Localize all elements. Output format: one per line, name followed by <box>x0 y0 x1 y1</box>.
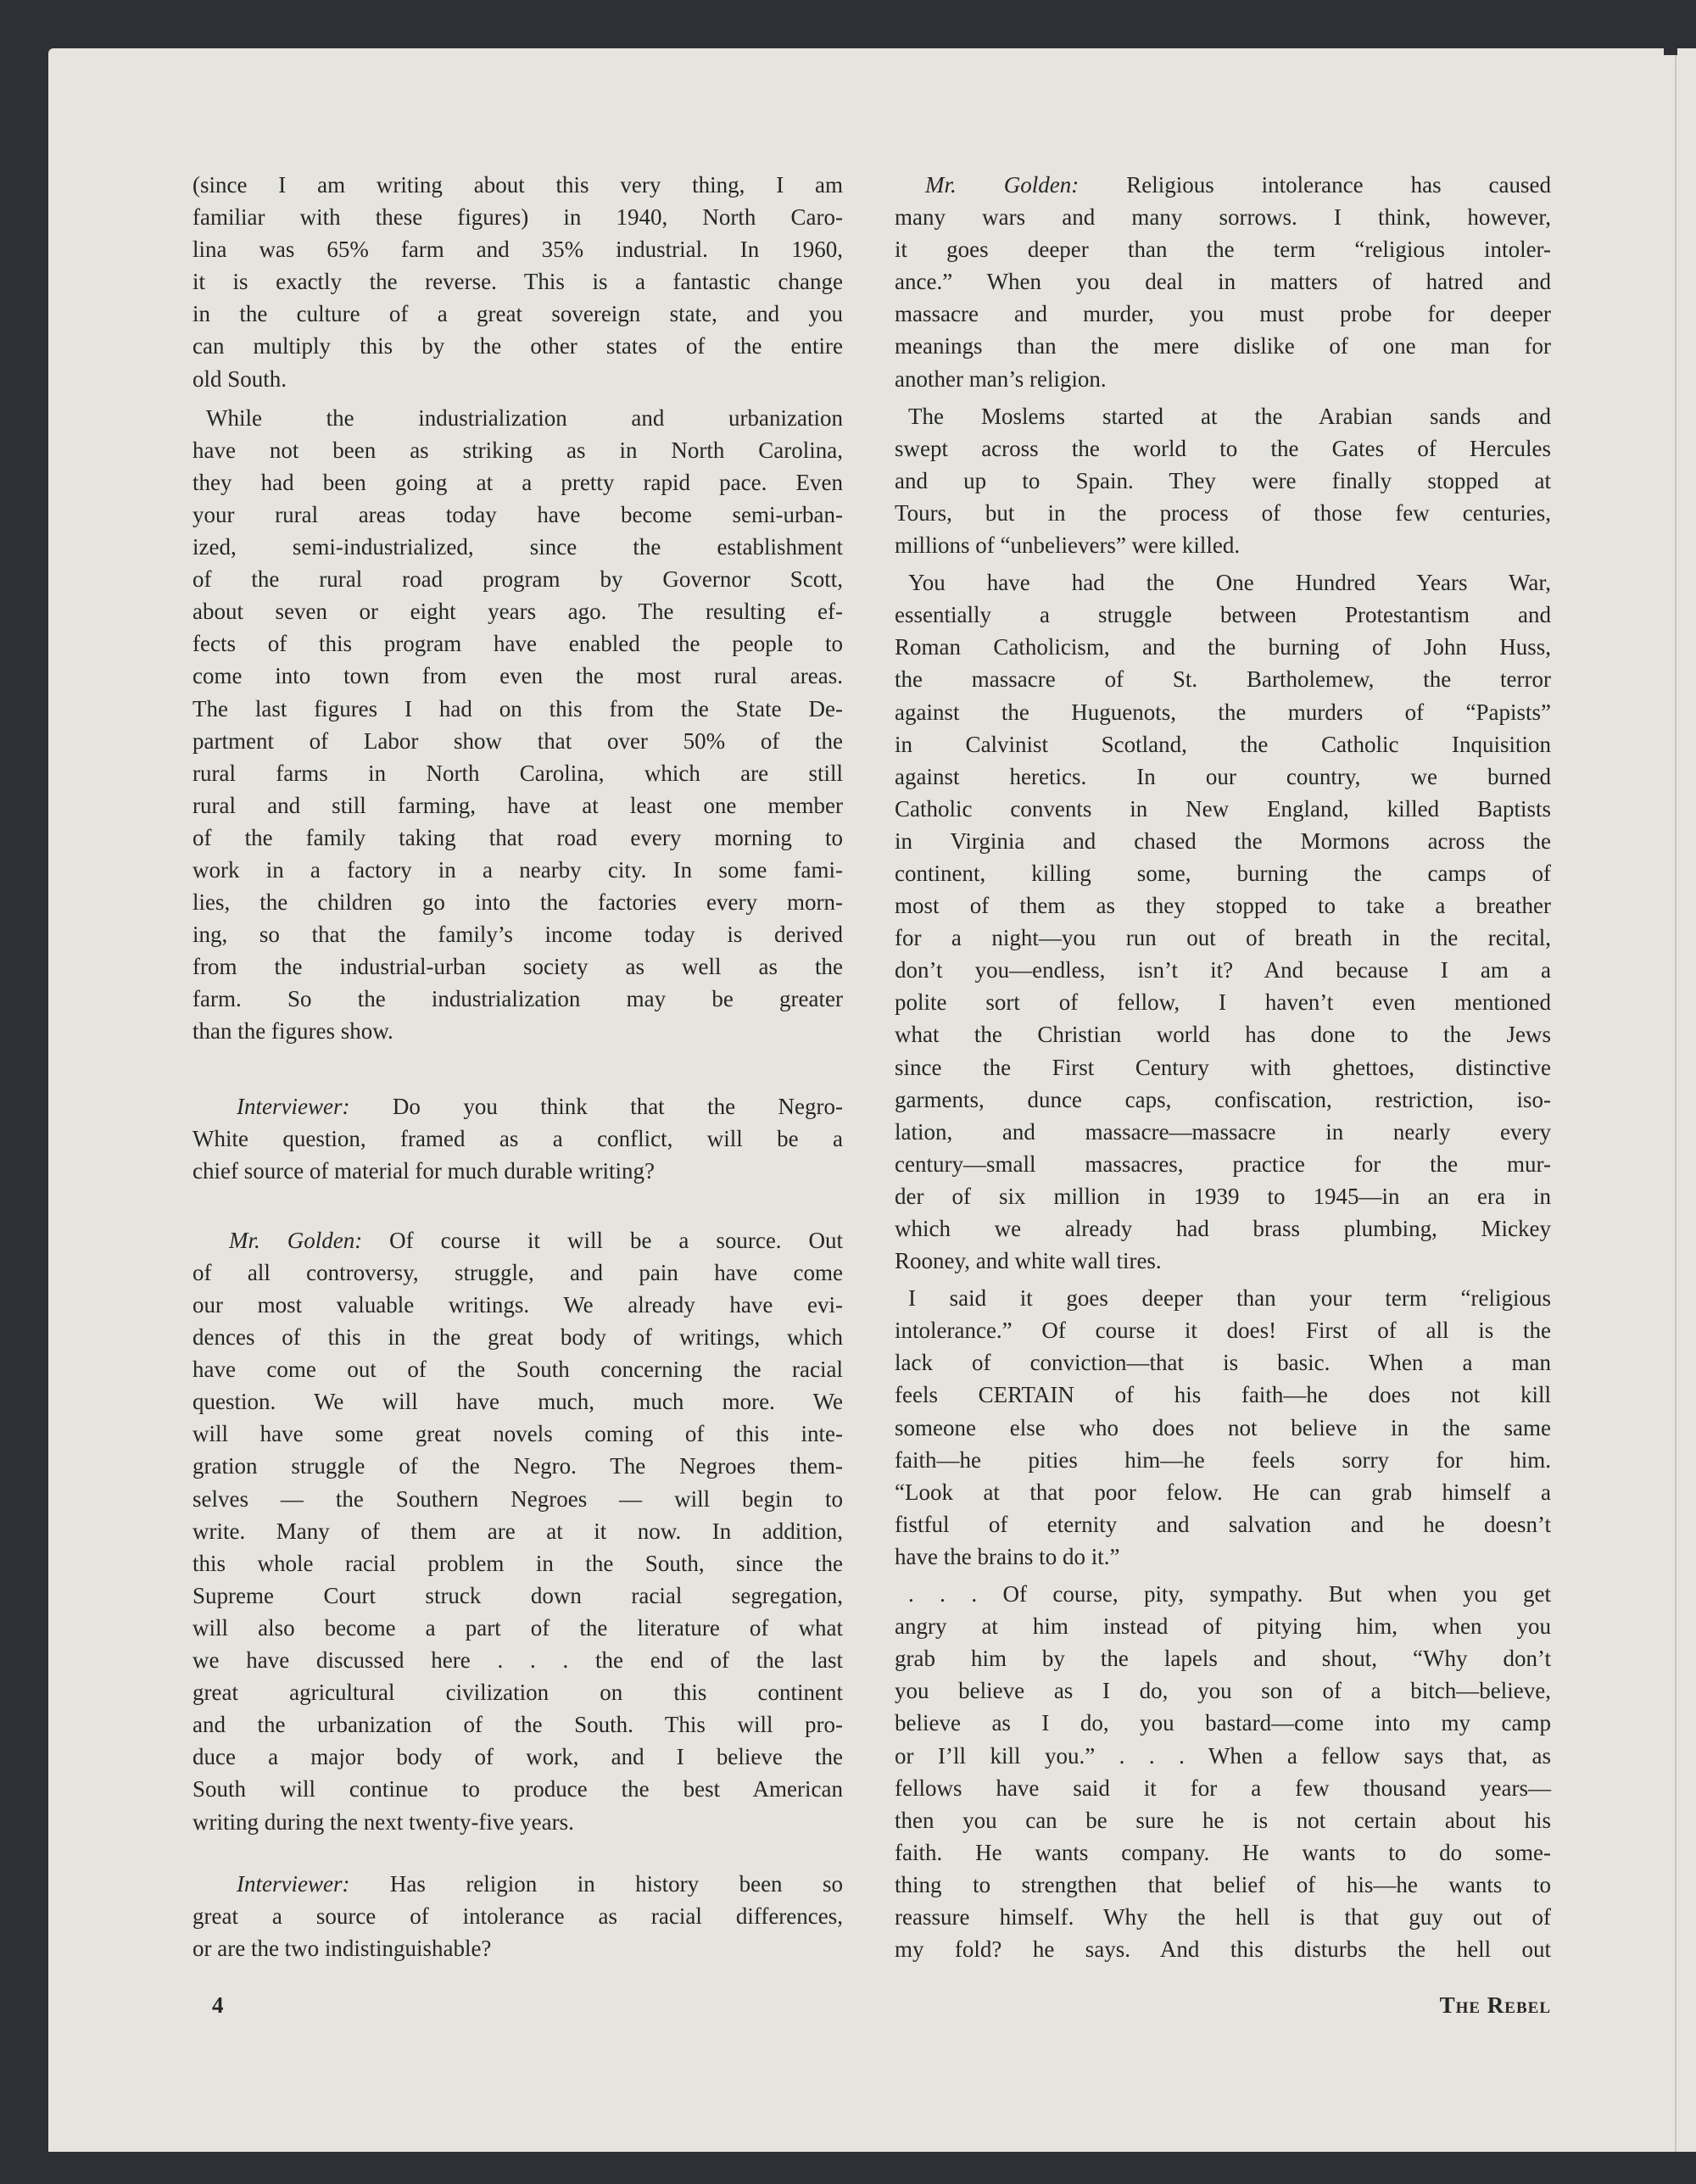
line-text: have the brains to do it.” <box>895 1543 1120 1569</box>
line-text: intolerance.” Of course it does! First of all is the <box>895 1318 1551 1344</box>
text-line <box>192 595 843 627</box>
line-text: polite sort of fellow, I haven’t even mentioned <box>895 989 1551 1016</box>
line-text: this whole racial problem in the South, since the <box>192 1550 843 1576</box>
text-line <box>192 660 843 692</box>
paragraph <box>895 1578 1551 1965</box>
text-line <box>192 1155 843 1187</box>
paragraph <box>192 402 843 1048</box>
text-line <box>895 1116 1551 1148</box>
line-text: rural farms in North Carolina, which are still <box>192 760 843 786</box>
line-text: of the family taking that road every morning to <box>192 824 843 850</box>
text-line <box>192 918 843 950</box>
line-text: Has religion in history been so <box>389 1870 843 1897</box>
line-text: (since I am writing about this very thing, I am <box>192 172 843 198</box>
line-text: work in a factory in a nearby city. In some fami- <box>192 856 843 883</box>
line-text: ized, semi-industrialized, since the establishment <box>192 534 843 560</box>
line-text: write. Many of them are at it now. In addition, <box>192 1518 843 1544</box>
text-line <box>895 1901 1551 1933</box>
text-line <box>192 363 843 395</box>
text-line <box>895 363 1551 395</box>
line-text: against heretics. In our country, we burned <box>895 763 1551 789</box>
line-text: century—small massacres, practice for the mur- <box>895 1150 1551 1177</box>
publication-title: The Rebel <box>1439 1992 1551 2018</box>
text-line <box>192 1932 843 1964</box>
text-line <box>895 233 1551 265</box>
speaker-label: Mr. Golden: <box>229 1227 363 1253</box>
text-line <box>895 1642 1551 1674</box>
line-text: “Look at that poor felow. He can grab himself a <box>895 1479 1551 1505</box>
text-line <box>192 789 843 822</box>
text-line <box>895 1148 1551 1180</box>
text-line <box>895 400 1551 432</box>
text-line <box>895 1836 1551 1869</box>
text-line <box>895 1379 1551 1411</box>
line-text: essentially a struggle between Protestantism and <box>895 602 1551 628</box>
text-line <box>895 1707 1551 1739</box>
line-text: and up to Spain. They were finally stopped at <box>895 467 1551 493</box>
line-text: Catholic convents in New England, killed Baptists <box>895 795 1551 822</box>
line-text: come into town from even the most rural areas. <box>192 663 843 689</box>
text-line <box>192 693 843 725</box>
page-edge <box>1664 48 1677 55</box>
line-text: will have some great novels coming of this inte- <box>192 1421 843 1447</box>
text-line <box>895 298 1551 330</box>
text-line <box>192 1676 843 1708</box>
text-line <box>895 1804 1551 1836</box>
text-line <box>192 1644 843 1676</box>
line-text: in Virginia and chased the Mormons across the <box>895 827 1551 854</box>
line-text: of the rural road program by Governor Scott, <box>192 566 843 593</box>
line-text: reassure himself. Why the hell is that guy out of <box>895 1903 1551 1930</box>
line-text: fellows have said it for a few thousand years— <box>895 1774 1551 1801</box>
speaker-label: Mr. Golden: <box>925 172 1080 198</box>
text-line <box>192 725 843 757</box>
text-line <box>192 886 843 918</box>
paragraph <box>192 1868 843 1964</box>
text-line <box>192 531 843 563</box>
text-line <box>192 757 843 789</box>
text-line <box>192 233 843 265</box>
text-line <box>895 1740 1551 1772</box>
line-text: in Calvinist Scotland, the Catholic Inquisition <box>895 731 1551 757</box>
text-line <box>895 1933 1551 1965</box>
line-text: than the figures show. <box>192 1018 393 1045</box>
line-text: what the Christian world has done to the Jews <box>895 1022 1551 1048</box>
text-line <box>192 1450 843 1482</box>
text-line <box>192 983 843 1015</box>
line-text: which we already had brass plumbing, Mickey <box>895 1216 1551 1241</box>
line-text: I said it goes deeper than your term “religious <box>908 1285 1551 1312</box>
text-line <box>895 1674 1551 1707</box>
line-text: dences of this in the great body of writings, which <box>192 1324 843 1351</box>
text-line <box>895 497 1551 529</box>
text-line <box>895 954 1551 986</box>
line-text: or are the two indistinguishable? <box>192 1935 492 1961</box>
line-text: you believe as I do, you son of a bitch—believe, <box>895 1678 1551 1704</box>
text-line <box>192 1741 843 1773</box>
paragraph <box>895 169 1551 395</box>
text-line <box>192 1090 843 1123</box>
line-text: they had been going at a pretty rapid pace. Even <box>192 469 843 495</box>
line-text: grab him by the lapels and shout, “Why don’t <box>895 1646 1551 1672</box>
text-line <box>895 432 1551 465</box>
line-text: Supreme Court struck down racial segregation, <box>192 1582 843 1608</box>
line-text: thing to strengthen that belief of his—he wants to <box>895 1871 1551 1897</box>
text-line <box>192 1515 843 1547</box>
line-text: ing, so that the family’s income today is derived <box>192 922 843 948</box>
text-line <box>895 1314 1551 1346</box>
text-line <box>192 402 843 434</box>
text-line <box>192 1353 843 1385</box>
line-text: we have discussed here . . . the end of the last <box>192 1647 843 1674</box>
text-line <box>895 1084 1551 1116</box>
line-text: another man’s religion. <box>895 365 1107 392</box>
text-line <box>895 201 1551 233</box>
line-text: and the urbanization of the South. This will pro- <box>192 1712 843 1738</box>
line-text: South will continue to produce the best American <box>192 1776 843 1802</box>
line-text: partment of Labor show that over 50% of the <box>192 727 843 754</box>
text-line <box>895 1212 1551 1245</box>
text-line <box>192 1015 843 1047</box>
text-line <box>895 1476 1551 1508</box>
left-column <box>192 169 843 1964</box>
text-line <box>192 627 843 660</box>
line-text: ance.” When you deal in matters of hatred and <box>895 269 1551 295</box>
line-text: Tours, but in the process of those few centuries, <box>895 499 1551 526</box>
line-text: Roman Catholicism, and the burning of John Huss, <box>895 634 1551 660</box>
line-text: don’t you—endless, isn’t it? And because I am a <box>895 957 1551 983</box>
line-text: question. We will have much, much more. We <box>192 1389 843 1415</box>
text-line <box>895 760 1551 793</box>
line-text: swept across the world to the Gates of Hercules <box>895 435 1551 461</box>
text-line <box>895 793 1551 825</box>
text-line <box>895 1412 1551 1444</box>
line-text: many wars and many sorrows. I think, however, <box>895 204 1551 231</box>
line-text: my fold? he says. And this disturbs the hell out <box>895 1936 1551 1963</box>
line-text: Do you think that the Negro- <box>392 1093 843 1119</box>
line-text: from the industrial-urban society as well as the <box>192 954 843 980</box>
line-text: selves — the Southern Negroes — will begin to <box>192 1485 843 1512</box>
text-line <box>895 529 1551 561</box>
line-text: Of course it will be a source. Out <box>389 1227 844 1253</box>
line-text: or I’ll kill you.” . . . When a fellow says that, as <box>895 1742 1551 1769</box>
line-text: garments, dunce caps, confiscation, restriction, iso- <box>895 1086 1551 1112</box>
line-text: great agricultural civilization on this continent <box>192 1680 843 1706</box>
text-line <box>895 1282 1551 1314</box>
text-line <box>895 631 1551 663</box>
line-text: most of them as they stopped to take a breather <box>895 893 1551 919</box>
text-line <box>895 1444 1551 1476</box>
line-text: The last figures I had on this from the State De- <box>192 695 843 722</box>
page-fold <box>1675 48 1676 2152</box>
line-text: gration struggle of the Negro. The Negroes them- <box>192 1453 843 1479</box>
line-text: While the industrialization and urbanization <box>206 404 843 431</box>
text-line <box>192 1256 843 1289</box>
text-line <box>192 1547 843 1580</box>
page-number: 4 <box>212 1992 224 2018</box>
text-line <box>895 465 1551 497</box>
text-line <box>192 330 843 362</box>
line-text: meanings than the mere dislike of one man for <box>895 333 1551 359</box>
text-line <box>192 201 843 233</box>
line-text: it goes deeper than the term “religious intoler- <box>895 237 1551 263</box>
line-text: since the First Century with ghettoes, distinctive <box>895 1054 1551 1080</box>
text-line <box>895 1610 1551 1642</box>
line-text: against the Huguenots, the murders of “Papists” <box>895 699 1551 725</box>
line-text: The Moslems started at the Arabian sands and <box>908 403 1551 429</box>
text-line <box>895 825 1551 857</box>
paragraph <box>192 1090 843 1187</box>
text-line <box>895 922 1551 954</box>
right-column <box>895 169 1551 1965</box>
line-text: then you can be sure he is not certain about his <box>895 1807 1551 1833</box>
line-text: lina was 65% farm and 35% industrial. In 1960, <box>192 237 843 263</box>
line-text: duce a major body of work, and I believe the <box>192 1744 843 1770</box>
text-line <box>895 566 1551 599</box>
text-line <box>895 330 1551 362</box>
paragraph <box>895 1282 1551 1573</box>
speaker-label: Interviewer: <box>237 1093 350 1119</box>
text-line <box>895 1772 1551 1804</box>
line-text: lies, the children go into the factories every morn- <box>192 889 843 916</box>
text-line <box>192 466 843 499</box>
text-line <box>192 1580 843 1612</box>
line-text: of all controversy, struggle, and pain have come <box>192 1259 843 1285</box>
line-text: lation, and massacre—massacre in nearly every <box>895 1118 1551 1145</box>
line-text: the massacre of St. Bartholemew, the terror <box>895 666 1551 693</box>
line-text: continent, killing some, burning the camps of <box>895 860 1551 886</box>
line-text: familiar with these figures) in 1940, North Caro- <box>192 204 843 231</box>
paragraph <box>895 400 1551 561</box>
text-line <box>192 1612 843 1644</box>
line-text: have come out of the South concerning the racial <box>192 1357 843 1383</box>
line-text: chief source of material for much durable writing? <box>192 1157 656 1184</box>
line-text: for a night—you run out of breath in the recital, <box>895 925 1551 951</box>
text-line <box>895 696 1551 728</box>
line-text: . . . Of course, pity, sympathy. But when you get <box>908 1581 1551 1607</box>
line-text: farm. So the industrialization may be greater <box>192 986 843 1012</box>
text-line <box>895 599 1551 631</box>
text-line <box>895 889 1551 922</box>
line-text: fects of this program have enabled the people to <box>192 631 843 657</box>
text-line <box>895 1869 1551 1901</box>
text-line <box>192 1123 843 1155</box>
text-line <box>895 663 1551 695</box>
text-line <box>192 434 843 466</box>
line-text: about seven or eight years ago. The resulting ef- <box>192 599 843 625</box>
text-line <box>192 1708 843 1741</box>
line-text: have not been as striking as in North Carolina, <box>192 437 843 463</box>
text-line <box>895 1540 1551 1573</box>
text-line <box>895 1245 1551 1277</box>
text-line <box>192 1321 843 1353</box>
text-line <box>895 1346 1551 1379</box>
line-text: millions of “unbelievers” were killed. <box>895 532 1241 559</box>
text-line <box>895 265 1551 298</box>
line-text: rural and still farming, have at least one member <box>192 792 843 818</box>
line-text: Religious intolerance has caused <box>1126 172 1552 198</box>
line-text: will also become a part of the literature of what <box>192 1614 843 1641</box>
line-text: can multiply this by the other states of the entire <box>192 333 843 359</box>
line-text: faith. He wants company. He wants to do some- <box>895 1839 1551 1865</box>
line-text: fistful of eternity and salvation and he doesn’t <box>895 1511 1551 1537</box>
line-text: faith—he pities him—he feels sorry for him. <box>895 1446 1551 1473</box>
line-text: old South. <box>192 365 287 392</box>
text-line <box>192 265 843 298</box>
text-line <box>895 169 1551 201</box>
line-text: great a source of intolerance as racial differences, <box>192 1903 843 1929</box>
text-line <box>192 822 843 854</box>
line-text: White question, framed as a conflict, will be a <box>192 1125 843 1151</box>
speaker-label: Interviewer: <box>237 1870 350 1897</box>
text-line <box>895 1180 1551 1212</box>
line-text: believe as I do, you bastard—come into my camp <box>895 1710 1551 1736</box>
text-line <box>192 1900 843 1932</box>
text-line <box>895 1578 1551 1610</box>
text-line <box>192 950 843 983</box>
paragraph <box>192 169 843 395</box>
text-line <box>895 986 1551 1018</box>
text-line <box>895 1051 1551 1084</box>
line-text: You have had the One Hundred Years War, <box>908 570 1551 596</box>
text-line <box>192 1418 843 1450</box>
text-line <box>895 1018 1551 1050</box>
text-line <box>192 1289 843 1321</box>
line-text: angry at him instead of pitying him, when you <box>895 1613 1551 1640</box>
line-text: lack of conviction—that is basic. When a man <box>895 1350 1551 1376</box>
text-line <box>895 728 1551 760</box>
text-line <box>192 1224 843 1256</box>
text-line <box>192 1483 843 1515</box>
text-line <box>192 1868 843 1900</box>
line-text: our most valuable writings. We already have evi- <box>192 1292 843 1318</box>
line-text: massacre and murder, you must probe for deeper <box>895 301 1551 327</box>
text-line <box>895 857 1551 889</box>
line-text: Rooney, and white wall tires. <box>895 1248 1162 1274</box>
line-text: in the culture of a great sovereign state, and you <box>192 301 843 327</box>
text-line <box>192 854 843 886</box>
text-line <box>192 499 843 531</box>
text-line <box>192 169 843 201</box>
line-text: der of six million in 1939 to 1945—in an era in <box>895 1183 1551 1209</box>
text-line <box>192 1385 843 1418</box>
line-text: writing during the next twenty-five years. <box>192 1808 574 1835</box>
text-line <box>192 1773 843 1805</box>
line-text: feels CERTAIN of his faith—he does not kill <box>895 1382 1551 1408</box>
line-text: your rural areas today have become semi-urban- <box>192 501 843 527</box>
paragraph <box>895 566 1551 1277</box>
line-text: someone else who does not believe in the same <box>895 1414 1551 1440</box>
line-text: it is exactly the reverse. This is a fantastic change <box>192 269 843 295</box>
text-line <box>192 563 843 595</box>
text-line <box>895 1508 1551 1540</box>
paragraph <box>192 1224 843 1838</box>
text-line <box>192 298 843 330</box>
text-line <box>192 1806 843 1838</box>
